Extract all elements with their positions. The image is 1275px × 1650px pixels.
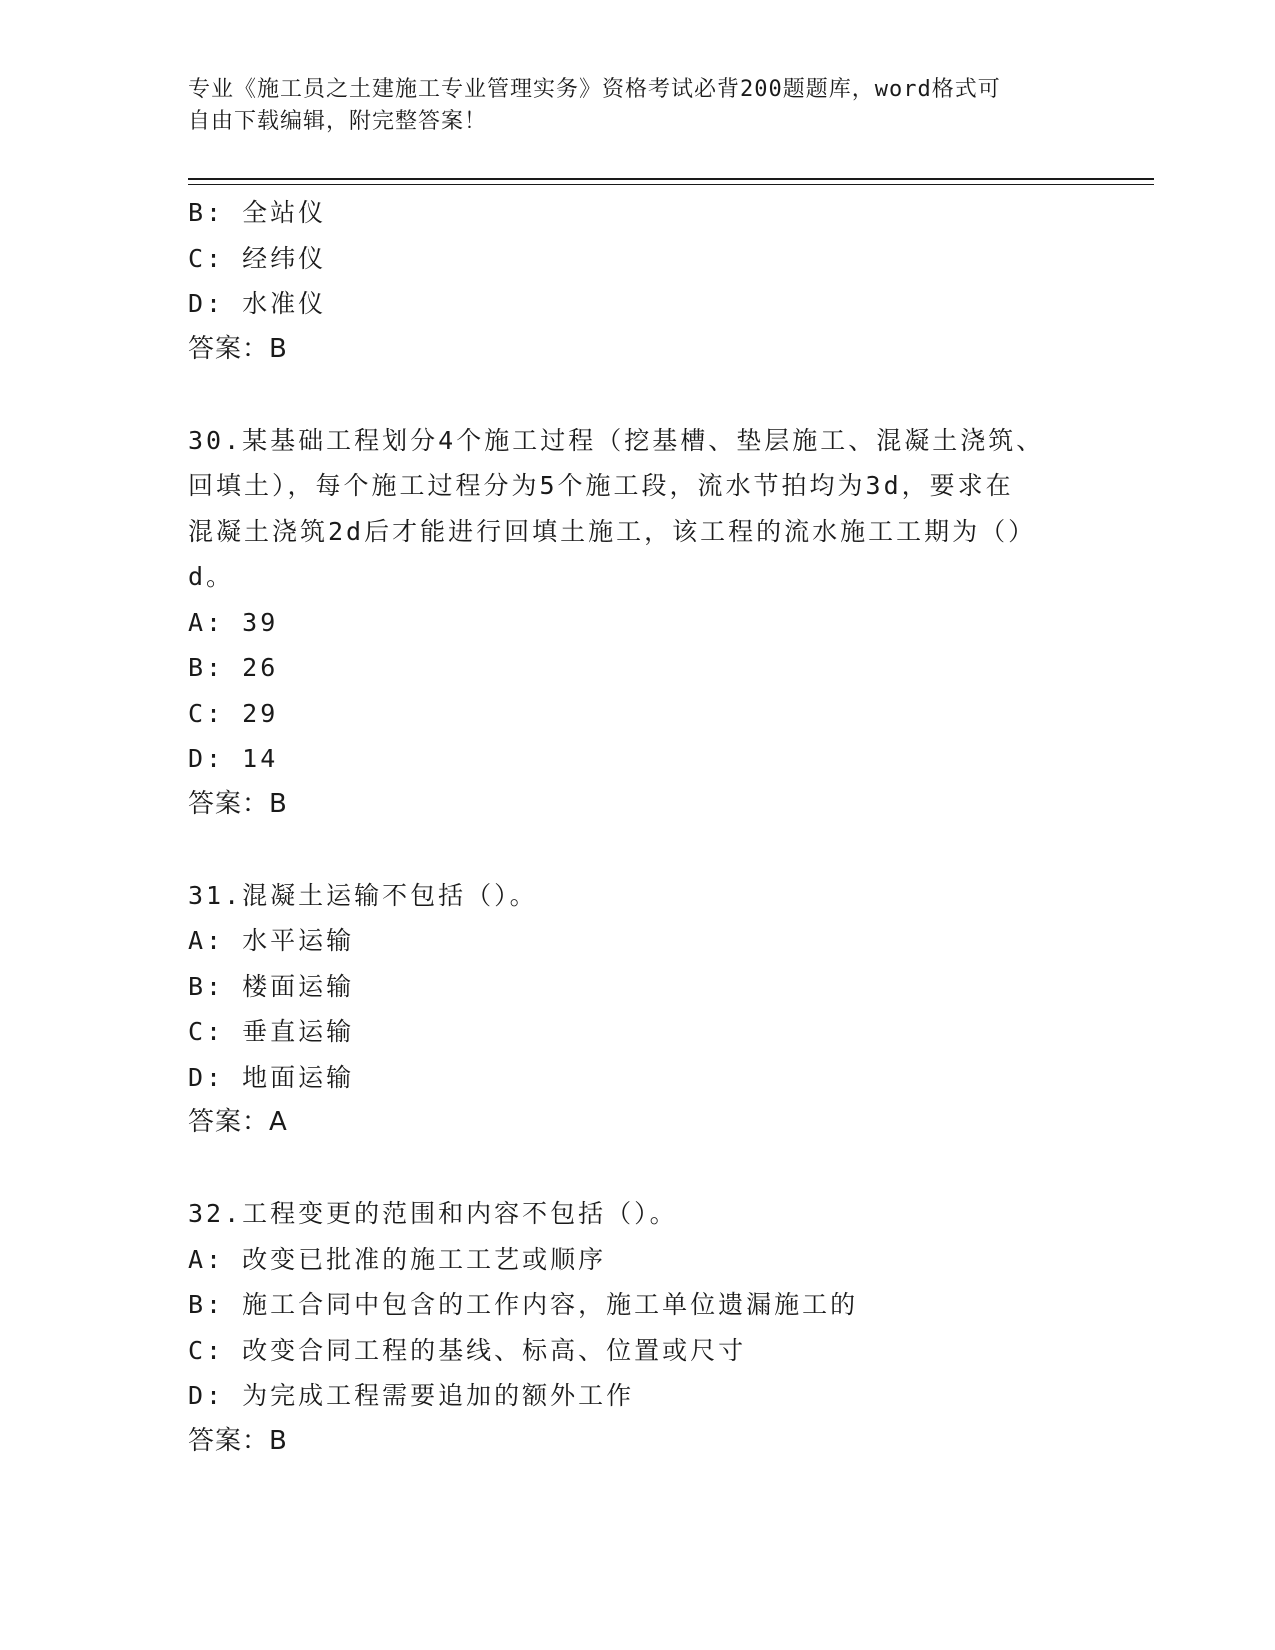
option-c: C: 改变合同工程的基线、标高、位置或尺寸 — [188, 1335, 747, 1365]
answer: 答案：A — [188, 1107, 288, 1137]
option-d: D: 14 — [188, 744, 279, 773]
header-line-2: 自由下载编辑，附完整答案！ — [188, 109, 488, 134]
question-31 — [188, 873, 1088, 1146]
answer: 答案：B — [188, 1425, 288, 1456]
option-b: B: 施工合同中包含的工作内容，施工单位遗漏施工的 — [188, 1290, 859, 1319]
header-divider-thick — [188, 178, 1154, 180]
option-c: C: 垂直运输 — [188, 1017, 355, 1046]
header-line-1: 专业《施工员之土建施工专业管理实务》资格考试必背200题题库，word格式可 — [188, 77, 1001, 102]
option-b: B: 26 — [188, 653, 279, 682]
option-d: D: 为完成工程需要追加的额外工作 — [188, 1381, 635, 1410]
option-a: A: 39 — [188, 607, 279, 637]
option-c: C: 经纬仪 — [188, 243, 327, 273]
option-d: D: 水准仪 — [188, 289, 327, 318]
question-text: 31.混凝土运输不包括（）。 — [188, 880, 538, 910]
question-text: 回填土），每个施工过程分为5个施工段，流水节拍均为3d，要求在 — [188, 471, 1014, 500]
continued-question — [188, 190, 1088, 372]
question-32 — [188, 1191, 1088, 1464]
answer: 答案：B — [188, 788, 288, 819]
option-c: C: 29 — [188, 698, 279, 728]
question-text: 32.工程变更的范围和内容不包括（）。 — [188, 1199, 678, 1228]
question-text: d。 — [188, 562, 235, 591]
option-b: B: 全站仪 — [188, 198, 327, 227]
header-divider-thin — [188, 184, 1154, 185]
option-a: A: 水平运输 — [188, 926, 355, 955]
option-d: D: 地面运输 — [188, 1062, 355, 1092]
answer: 答案：B — [188, 333, 288, 364]
question-text: 30.某基础工程划分4个施工过程（挖基槽、垫层施工、混凝土浇筑、 — [188, 425, 1045, 455]
option-b: B: 楼面运输 — [188, 971, 355, 1001]
question-content — [188, 190, 1088, 1464]
option-a: A: 改变已批准的施工工艺或顺序 — [188, 1244, 607, 1274]
document-header — [188, 74, 1068, 138]
question-text: 混凝土浇筑2d后才能进行回填土施工，该工程的流水施工工期为（） — [188, 516, 1037, 546]
question-30 — [188, 418, 1088, 828]
